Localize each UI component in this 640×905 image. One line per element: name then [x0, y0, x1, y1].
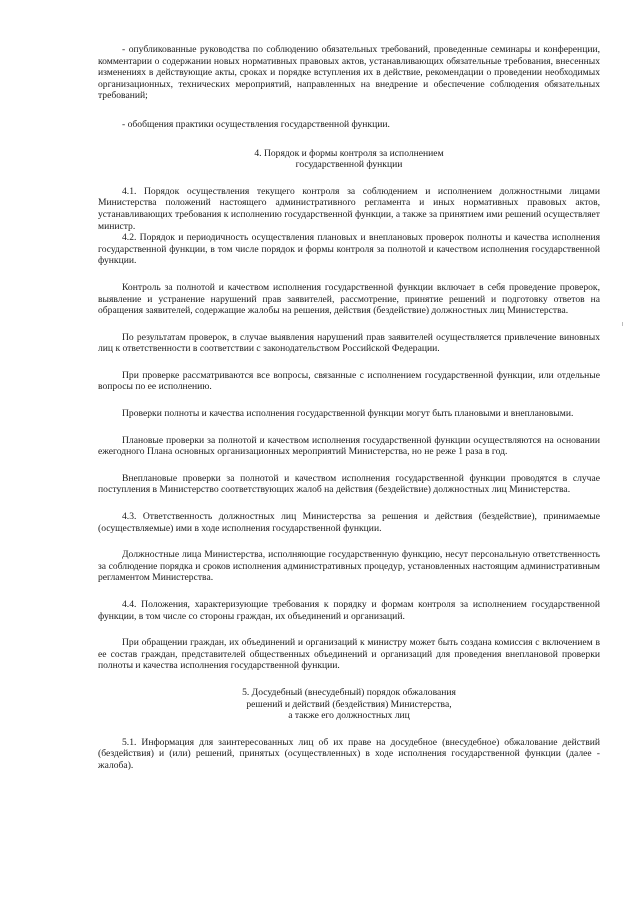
paragraph-published-guides: - опубликованные руководства по соблюдению обязательных требований, проведенные семинары и конференции, комментарии о содержании новых нормативных правовых актов, устанавливающих обязательные требования, внесенных изменениях в действующие акты, сроках и порядке вступления их в действие, рекомендации о проведении необходимых организационных, технических мероприятий, направленных на внедрение и обеспечение соблюдения обязательных требований;	[98, 44, 600, 102]
section-5-heading-line-2: решений и действий (бездействия) Министерства,	[246, 698, 452, 710]
paragraph-commission: При обращении граждан, их объединений и организаций к министру может быть создана комиссия с включением в ее состав граждан, представителей общественных объединений и организаций для проведения внеплановой проверки полноты и качества исполнения государственной функции.	[98, 637, 600, 672]
paragraph-4-1: 4.1. Порядок осуществления текущего контроля за соблюдением и исполнением должностными лицами Министерства положений настоящего административного регламента и иных нормативных правовых актов, устанавливающих требования к исполнению государственной функции, а также за принятием ими решений осуществляет министр.	[98, 185, 600, 232]
paragraph-4-2: 4.2. Порядок и периодичность осуществления плановых и внеплановых проверок полноты и качества исполнения государственной функции, в том числе порядок и формы контроля за полнотой и качеством исполнения государственной функции.	[98, 232, 600, 267]
paragraph-5-1: 5.1. Информация для заинтересованных лиц об их праве на досудебное (внесудебное) обжалование действий (бездействия) и (или) решений, принятых (осуществленных) в ходе исполнения государственной функции (далее - жалоба).	[98, 736, 600, 771]
paragraph-4-3: 4.3. Ответственность должностных лиц Министерства за решения и действия (бездействие), принимаемые (осуществляемые) ими в ходе исполнения государственной функции.	[98, 511, 600, 534]
paragraph-officials-responsibility: Должностные лица Министерства, исполняющие государственную функцию, несут персональную ответственность за соблюдение порядка и сроков исполнения административных процедур, установленных настоящим административным регламентом Министерства.	[98, 549, 600, 584]
paragraph-practice-summary: - обобщения практики осуществления государственной функции.	[122, 118, 390, 130]
margin-mark	[622, 322, 623, 326]
section-4-heading-line-1: 4. Порядок и формы контроля за исполнением	[254, 147, 444, 159]
section-5-heading	[98, 687, 600, 722]
section-4-heading	[98, 148, 600, 171]
paragraph-unplanned-inspections: Внеплановые проверки за полнотой и качеством исполнения государственной функции проводятся в случае поступления в Министерство соответствующих жалоб на действия (бездействие) должностных лиц Министерства.	[98, 472, 600, 496]
paragraph-inspection-types: Проверки полноты и качества исполнения государственной функции могут быть плановыми и внеплановыми.	[122, 408, 574, 420]
paragraph-planned-inspections: Плановые проверки за полнотой и качеством исполнения государственной функции осуществляются на основании ежегодного Плана основных организационных мероприятий Министерства, но не реже 1 раза в год.	[98, 434, 600, 458]
section-5-heading-line-3: а также его должностных лиц	[288, 710, 410, 722]
section-5-heading-line-1: 5. Досудебный (внесудебный) порядок обжалования	[242, 686, 456, 698]
paragraph-inspection-questions: При проверке рассматриваются все вопросы, связанные с исполнением государственной функции, или отдельные вопросы по ее исполнению.	[98, 369, 600, 393]
paragraph-4-4: 4.4. Положения, характеризующие требования к порядку и формам контроля за исполнением государственной функции, в том числе со стороны граждан, их объединений и организаций.	[98, 599, 600, 622]
paragraph-inspection-results: По результатам проверок, в случае выявления нарушений прав заявителей осуществляется привлечение виновных лиц к ответственности в соответствии с законодательством Российской Федерации.	[98, 331, 600, 355]
document-body	[98, 44, 600, 772]
section-4-heading-line-2: государственной функции	[295, 159, 403, 171]
paragraph-control-scope: Контроль за полнотой и качеством исполнения государственной функции включает в себя проведение проверок, выявление и устранение нарушений прав заявителей, рассмотрение, принятие решений и подготовку ответов на обращения заявителей, содержащие жалобы на решения, действия (бездействие) должностных лиц Министерства.	[98, 281, 600, 317]
